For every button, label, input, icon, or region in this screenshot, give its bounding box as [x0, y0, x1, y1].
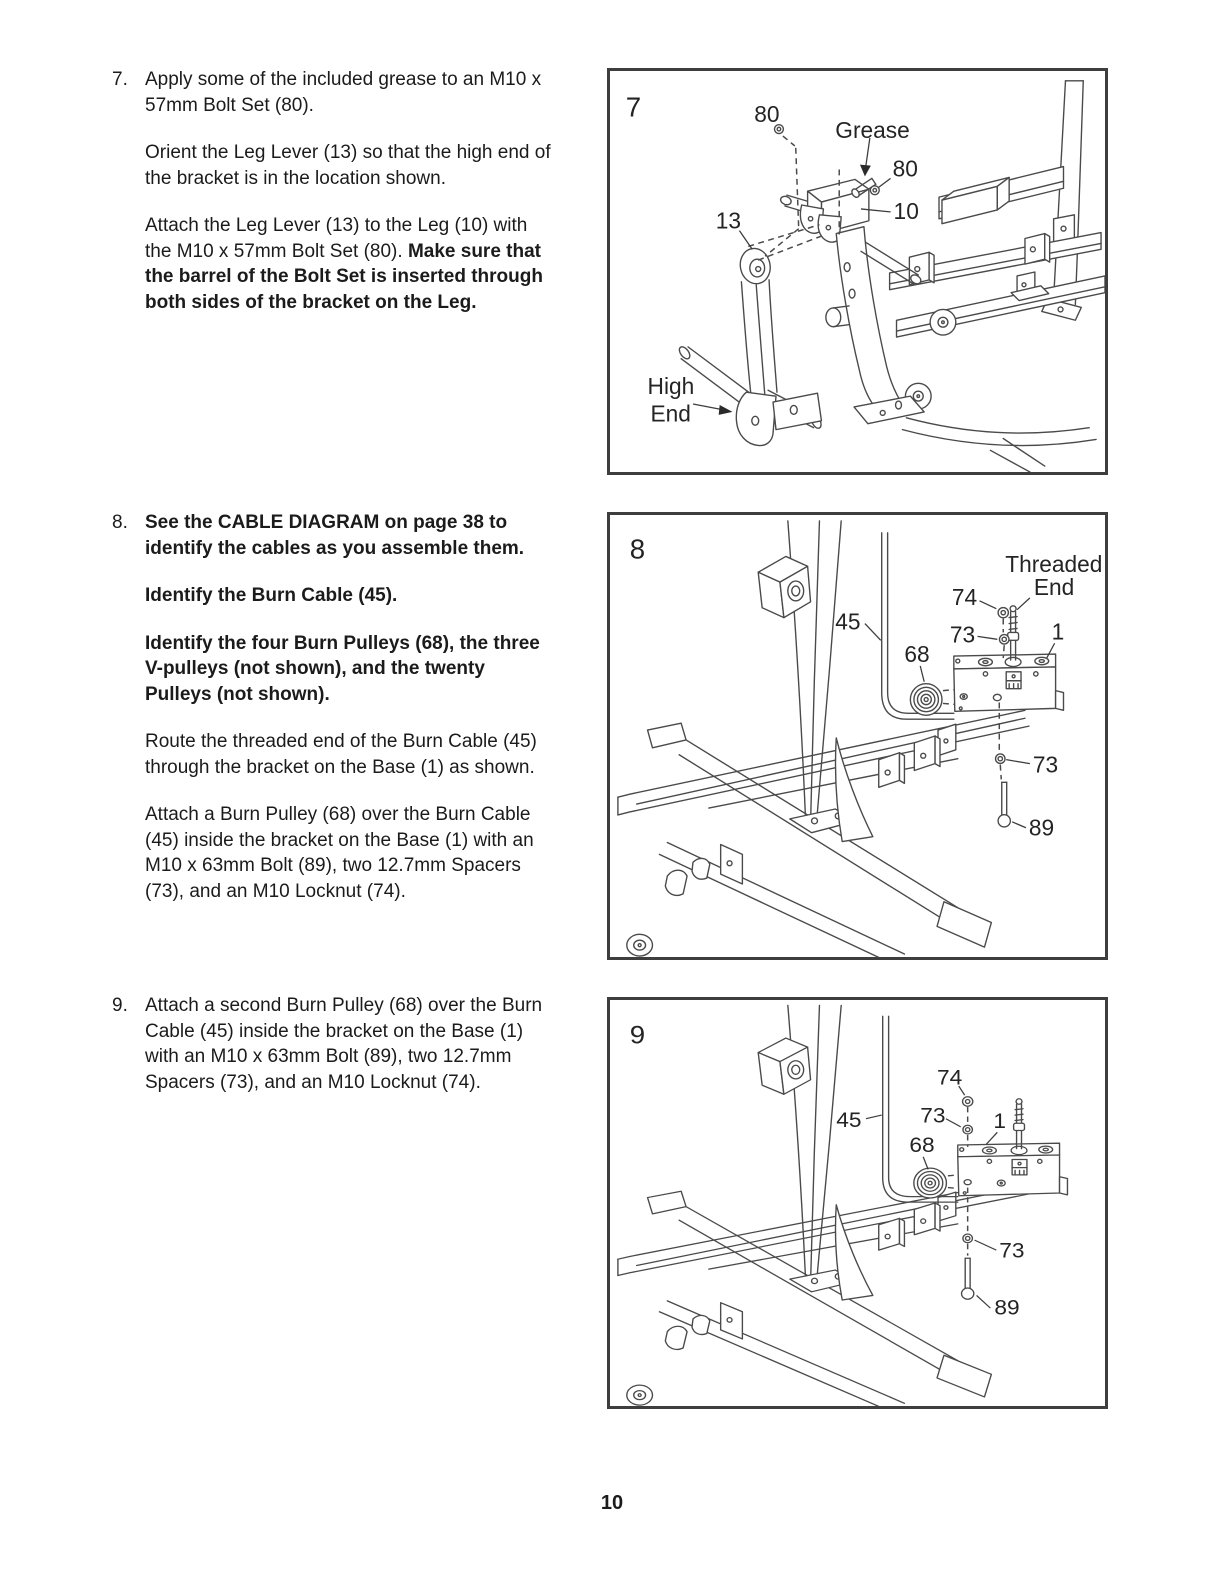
label-bolt-set-top: 80 — [754, 101, 780, 128]
step-text — [145, 67, 597, 315]
label-threaded-end: Threaded — [1005, 551, 1103, 578]
label-spacer-bottom: 73 — [1032, 751, 1059, 778]
step-paragraph — [145, 729, 597, 780]
leader-line — [920, 666, 924, 682]
leader-line — [1006, 760, 1030, 764]
leader-line — [866, 1115, 882, 1119]
step-paragraph — [145, 993, 597, 1095]
leader-line — [1012, 822, 1026, 828]
threaded-end-drawing — [1008, 606, 1019, 660]
figure-8 — [607, 512, 1108, 960]
text-line: Orient the Leg Lever (13) so that the high end of — [145, 142, 551, 163]
text-line: identify the cables as you assemble them. — [145, 537, 525, 559]
step-paragraph — [145, 583, 597, 609]
leader-line — [946, 1119, 961, 1127]
label-bolt-set-right: 80 — [892, 155, 918, 182]
text-line: 57mm Bolt Set (80). — [145, 94, 314, 116]
label-spacer-bottom: 73 — [999, 1238, 1025, 1263]
text-line — [145, 239, 597, 265]
label-pulley: 68 — [904, 641, 930, 668]
step-number: 8. — [112, 512, 128, 533]
step-number: 9. — [112, 995, 128, 1016]
text-line: through the bracket on the Base (1) as shown. — [145, 756, 535, 778]
text-line: (45) inside the bracket on the Base (1) with an — [145, 829, 534, 851]
leader-line — [980, 601, 997, 609]
text-line: Attach a second Burn Pulley (68) over the Burn — [145, 995, 543, 1016]
step-text — [145, 510, 597, 904]
leader-line — [975, 1240, 997, 1250]
step-paragraph — [145, 631, 597, 708]
label-high-end: End — [650, 400, 691, 427]
label-bolt: 89 — [994, 1295, 1020, 1320]
leader-line — [923, 1157, 928, 1170]
figure-9-illustration — [610, 1000, 1105, 1406]
leg-lever-drawing — [677, 246, 823, 446]
figure-number: 7 — [625, 91, 642, 123]
text-line: Spacers (73), and an M10 Locknut (74). — [145, 1071, 481, 1093]
leader-line — [986, 1132, 997, 1144]
base-frame-drawing — [618, 1005, 1029, 1406]
label-base: 1 — [1051, 618, 1065, 645]
leader-line — [977, 1295, 991, 1308]
leader-line — [978, 636, 998, 639]
grease-arrow — [860, 138, 871, 176]
text-bold: Make sure that — [407, 240, 541, 262]
figure-8-illustration — [610, 515, 1105, 957]
label-cable: 45 — [835, 608, 861, 635]
label-pulley: 68 — [909, 1133, 935, 1158]
step-7 — [112, 67, 597, 315]
burn-pulley-drawing — [910, 684, 955, 716]
figure-7-illustration — [610, 71, 1105, 472]
label-locknut: 74 — [937, 1065, 963, 1090]
figure-7 — [607, 68, 1108, 475]
label-base: 1 — [993, 1108, 1006, 1133]
text-line: Pulleys (not shown). — [145, 683, 330, 705]
leader-line — [865, 624, 881, 641]
figure-9 — [607, 997, 1108, 1409]
text-line: Apply some of the included grease to an M10 x — [145, 69, 542, 90]
step-paragraph — [145, 140, 597, 191]
text-line: Identify the Burn Cable (45). — [145, 585, 398, 606]
text-line: the barrel of the Bolt Set is inserted through — [145, 266, 543, 287]
text-line: both sides of the bracket on the Leg. — [145, 291, 477, 313]
text-line: with an M10 x 63mm Bolt (89), two 12.7mm — [145, 1046, 512, 1067]
label-leg: 10 — [893, 197, 919, 224]
label-grease: Grease — [835, 117, 910, 143]
step-9 — [112, 993, 597, 1095]
label-high-end: High — [647, 373, 695, 400]
label-spacer-top: 73 — [949, 621, 976, 648]
text-line: See the CABLE DIAGRAM on page 38 to — [145, 512, 508, 533]
text-line: Attach a Burn Pulley (68) over the Burn Cable — [145, 804, 531, 825]
figure-number: 9 — [629, 1020, 646, 1050]
leader-line — [879, 178, 891, 187]
figure-number: 8 — [629, 533, 646, 565]
main-frame-drawing — [890, 81, 1105, 472]
step-paragraph — [145, 213, 597, 315]
threaded-end-drawing — [1014, 1099, 1025, 1149]
label-cable: 45 — [836, 1107, 862, 1132]
high-end-arrow — [693, 404, 733, 415]
step-8 — [112, 510, 597, 904]
label-bolt: 89 — [1028, 814, 1055, 841]
base-bracket-drawing — [958, 1143, 1068, 1196]
text-normal: the M10 x 57mm Bolt Set (80). — [145, 240, 408, 262]
text-line: Identify the four Burn Pulleys (68), the three — [145, 632, 540, 654]
text-line: V-pulleys (not shown), and the twenty — [145, 658, 485, 679]
hardware-stack — [996, 608, 1011, 827]
label-leg-lever: 13 — [715, 207, 742, 234]
step-number: 7. — [112, 69, 128, 90]
text-line: Cable (45) inside the bracket on the Base (1) — [145, 1020, 524, 1042]
step-paragraph — [145, 802, 597, 904]
text-line: M10 x 63mm Bolt (89), two 12.7mm Spacers — [145, 855, 521, 876]
step-paragraph — [145, 67, 597, 118]
leader-line — [739, 231, 752, 250]
text-line: the bracket is in the location shown. — [145, 167, 447, 189]
label-threaded-end: End — [1033, 573, 1075, 600]
leader-line — [1017, 598, 1030, 610]
step-text — [145, 993, 597, 1095]
page-number: 10 — [600, 1492, 624, 1514]
step-paragraph — [145, 510, 597, 561]
text-line: (73), and an M10 Locknut (74). — [145, 880, 406, 902]
label-spacer-top: 73 — [920, 1103, 946, 1128]
text-line: Route the threaded end of the Burn Cable (45) — [145, 731, 537, 752]
label-locknut: 74 — [951, 583, 978, 610]
base-bracket-drawing — [954, 654, 1064, 711]
text-line: Attach the Leg Lever (13) to the Leg (10) with — [145, 215, 528, 236]
